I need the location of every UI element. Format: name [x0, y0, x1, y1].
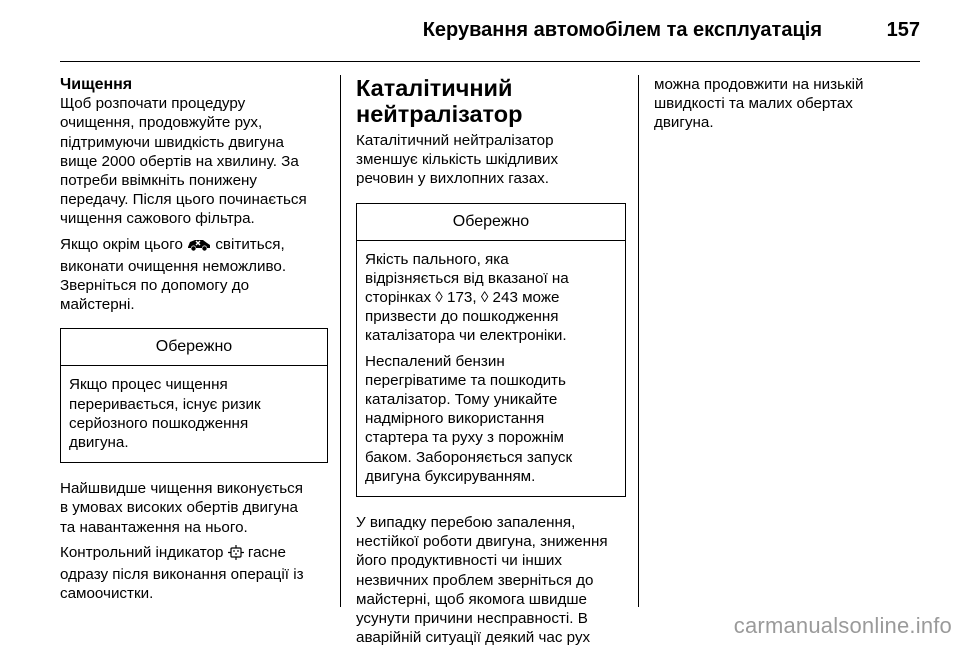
paragraph: Найшвидше чищення виконується в умовах високих обертів двигуна та навантаження на нього.	[60, 480, 303, 536]
paragraph	[60, 235, 328, 315]
section-heading: Каталітичний нейтралізатор	[356, 75, 523, 127]
text-run: Контрольний індикатор	[60, 543, 228, 561]
paragraph: можна продовжити на низькій швидкості та малих обертах двигуна.	[654, 76, 864, 132]
diesel-particulate-filter-icon	[228, 545, 244, 565]
paragraph: Щоб розпочати процедуру очищення, продовжуйте рух, підтримуючи швидкість двигуна вище 2000 обертів на хвилину. За потреби ввімкніть понижену передачу. Після цього починається чищення сажового фільтра.	[60, 95, 307, 228]
text-run: Якість пального, яка відрізняється від вказаної на сторінках	[365, 250, 569, 307]
paragraph: У випадку перебою запалення, нестійкої роботи двигуна, зниження його продуктивності чи інших незвичних проблем зверніться до майстерні, щоб якомога швидше усунути причини несправності. В аварійній ситуації деякий час рух	[356, 514, 608, 647]
paragraph: Каталітичний нейтралізатор зменшує кількість шкідливих речовин у вихлопних газах.	[356, 132, 559, 188]
page-ref-link[interactable]: 173	[447, 289, 473, 307]
text-run: може призвести до пошкодження каталізатора чи електроніки.	[365, 289, 567, 345]
page-ref-icon: ◊	[435, 289, 448, 307]
page-ref-link[interactable]: 243	[492, 289, 518, 307]
column-divider	[638, 75, 639, 607]
service-vehicle-icon	[187, 237, 211, 257]
paragraph	[60, 543, 328, 604]
section-heading: Чищення	[60, 76, 133, 93]
caution-title: Обережно	[61, 329, 327, 366]
watermark: carmanualsonline.info	[733, 613, 952, 638]
header-title: Керування автомобілем та експлуатація	[422, 19, 822, 41]
page-header	[60, 0, 920, 60]
column-2	[356, 75, 626, 653]
caution-title: Обережно	[357, 204, 625, 241]
caution-text	[365, 250, 617, 346]
page-number: 157	[886, 19, 920, 41]
page-ref-icon: ◊	[480, 289, 493, 307]
text-run: гасне одразу після виконання операції із самоочистки.	[60, 543, 304, 603]
header-rule	[60, 61, 920, 62]
caution-box	[60, 328, 328, 463]
caution-text: Якщо процес чищення переривається, існує ризик серйозного пошкодження двигуна.	[69, 376, 261, 452]
text-run: світиться, виконати очищення неможливо. Зверніться по допомогу до майстерні.	[60, 235, 287, 314]
column-3	[654, 75, 924, 139]
column-1	[60, 75, 328, 609]
caution-text: Неспалений бензин перегріватиме та пошкодить каталізатор. Тому уникайте надмірного використання стартера та руху з порожнім баком. Забороняється запуск двигуна буксируванням.	[365, 352, 573, 485]
column-divider	[340, 75, 341, 607]
caution-box	[356, 203, 626, 497]
text-run: Якщо окрім цього	[60, 235, 188, 253]
text-run: ,	[472, 289, 481, 307]
